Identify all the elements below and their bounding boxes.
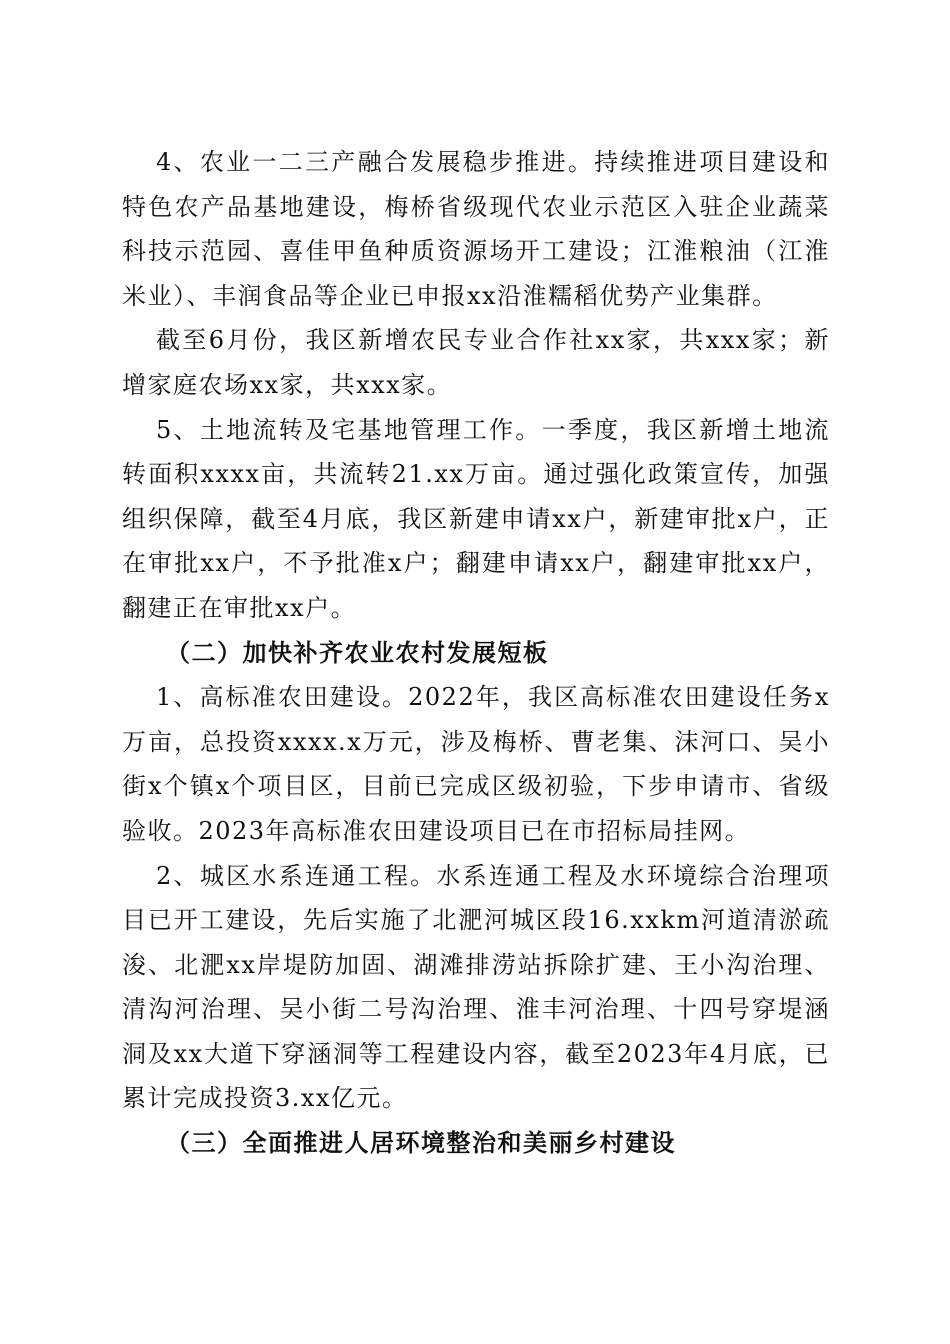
section-heading-3: （三）全面推进人居环境整治和美丽乡村建设 [166,1128,676,1158]
paragraph-land-transfer: 5、土地流转及宅基地管理工作。一季度，我区新增土地流转面积xxxx亩，共流转21.xx万亩。通过强化政策宣传，加强组织保障，截至4月底，我区新建申请xx户，新建审批x户，正在审批xx户，不予批准x户；翻建申请xx户，翻建审批xx户，翻建正在审批xx户。 [122,415,830,622]
section-heading-2: （二）加快补齐农业农村发展短板 [166,637,549,667]
paragraph-cooperatives: 截至6月份，我区新增农民专业合作社xx家，共xxx家；新增家庭农场xx家，共xxx家。 [122,326,830,399]
document-body [122,140,830,1166]
paragraph-agri-integration: 4、农业一二三产融合发展稳步推进。持续推进项目建设和特色农产品基地建设，梅桥省级现代农业示范区入驻企业蔬菜科技示范园、喜佳甲鱼种质资源场开工建设；江淮粮油（江淮米业）、丰润食品等企业已申报xx沿淮糯稻优势产业集群。 [122,148,830,310]
paragraph-farmland: 1、高标准农田建设。2022年，我区高标准农田建设任务x万亩，总投资xxxx.x万元，涉及梅桥、曹老集、沫河口、吴小街x个镇x个项目区，目前已完成区级初验，下步申请市、省级验收。2023年高标准农田建设项目已在市招标局挂网。 [122,683,830,845]
paragraph-water-system: 2、城区水系连通工程。水系连通工程及水环境综合治理项目已开工建设，先后实施了北淝河城区段16.xxkm河道清淤疏浚、北淝xx岸堤防加固、湖滩排涝站拆除扩建、王小沟治理、清沟河治理、吴小街二号沟治理、淮丰河治理、十四号穿堤涵洞及xx大道下穿涵洞等工程建设内容，截至2023年4月底，已累计完成投资3.xx亿元。 [122,861,830,1113]
